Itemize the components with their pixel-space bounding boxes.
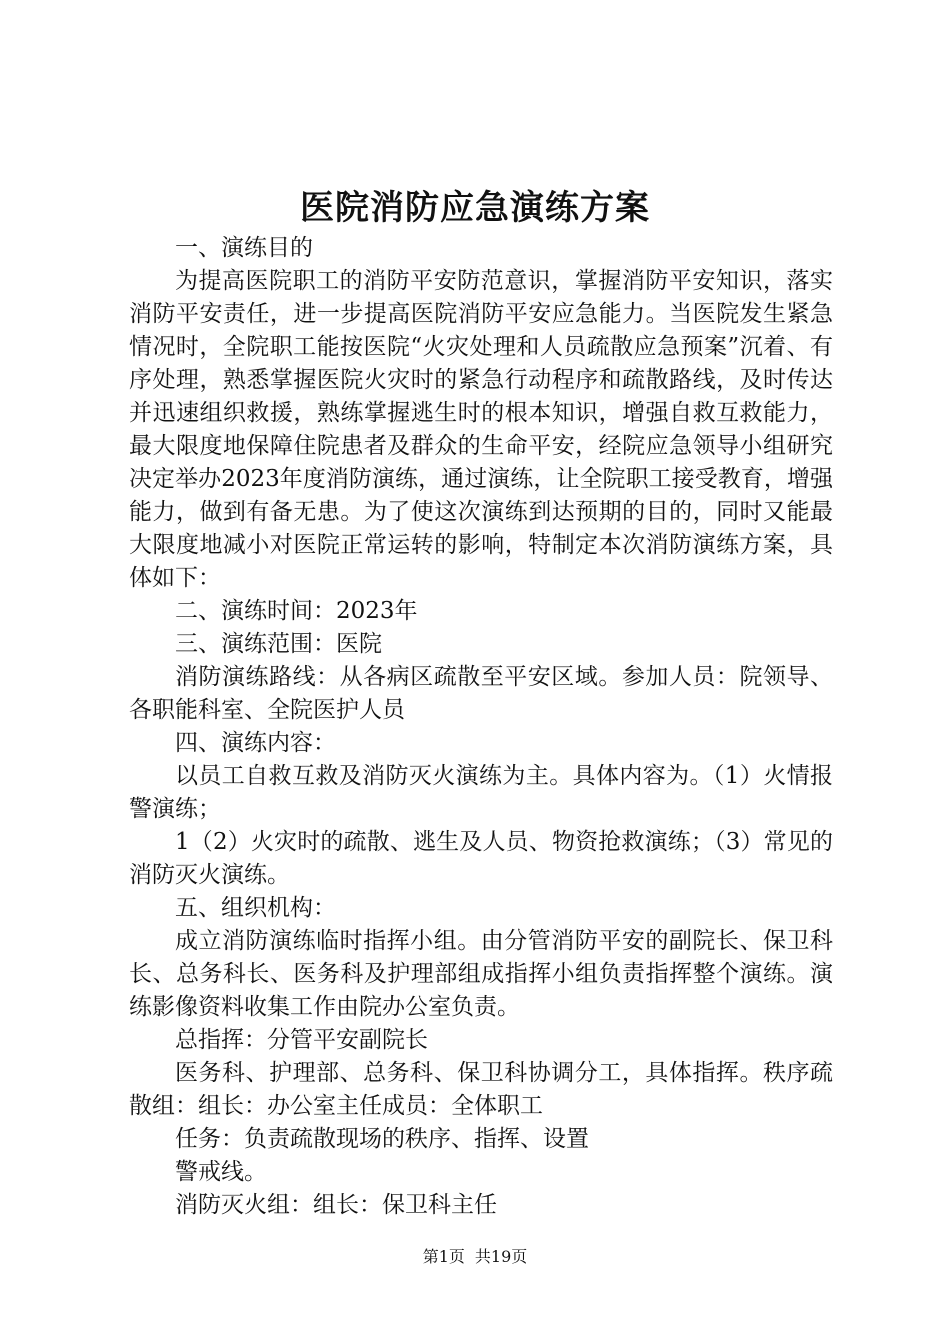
paragraph-purpose: 为提高医院职工的消防平安防范意识，掌握消防平安知识，落实消防平安责任，进一步提高医院消防平安应急能力。当医院发生紧急情况时，全院职工能按医院“火灾处理和人员疏散应急预案”沉着、有序处理，熟悉掌握医院火灾时的紧急行动程序和疏散路线，及时传达并迅速组织救援，熟练掌握逃生时的根本知识，增强自救互救能力，最大限度地保障住院患者及群众的生命平安，经院应急领导小组研究决定举办2023年度消防演练，通过演练，让全院职工接受教育，增强能力，做到有备无患。为了使这次演练到达预期的目的，同时又能最大限度地减小对医院正常运转的影响，特制定本次消防演练方案，具体如下： [129,268,833,591]
document-title: 医院消防应急演练方案 [300,188,650,228]
page-footer [0,1246,950,1268]
heading-scope: 三、演练范围：医院 [175,631,382,657]
paragraph-commander: 总指挥：分管平安副院长 [175,1027,428,1053]
heading-purpose: 一、演练目的 [175,235,313,261]
document-body [129,232,833,1222]
paragraph-organization: 成立消防演练临时指挥小组。由分管消防平安的副院长、保卫科长、总务科长、医务科及护理部组成指挥小组负责指挥整个演练。演练影像资料收集工作由院办公室负责。 [129,928,833,1020]
heading-content: 四、演练内容： [175,730,336,756]
heading-time: 二、演练时间：2023年 [175,598,418,624]
paragraph-task: 任务：负责疏散现场的秩序、指挥、设置 [175,1126,589,1152]
paragraph-firefighting-group: 消防灭火组：组长：保卫科主任 [175,1192,497,1218]
paragraph-content-2: 1（2）火灾时的疏散、逃生及人员、物资抢救演练；（3）常见的消防灭火演练。 [129,829,833,888]
paragraph-cordon: 警戒线。 [175,1159,267,1185]
paragraph-coordination: 医务科、护理部、总务科、保卫科协调分工，具体指挥。秩序疏散组：组长：办公室主任成员：全体职工 [129,1060,833,1119]
heading-organization: 五、组织机构： [175,895,336,921]
page-total: 共19页 [474,1247,528,1266]
paragraph-route: 消防演练路线：从各病区疏散至平安区域。参加人员：院领导、各职能科室、全院医护人员 [129,664,833,723]
paragraph-content-1: 以员工自救互救及消防灭火演练为主。具体内容为。（1）火情报警演练； [129,763,833,822]
page-number: 第1页 [422,1247,465,1266]
